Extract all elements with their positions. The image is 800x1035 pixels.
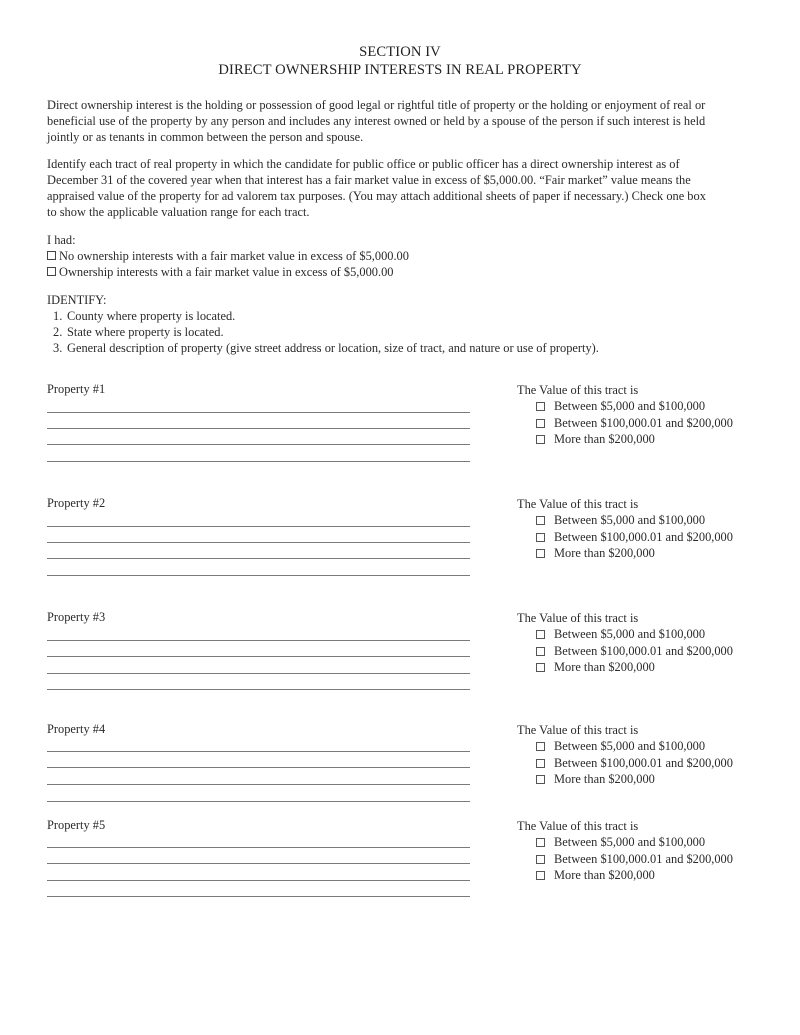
- checkbox-icon[interactable]: [536, 533, 545, 542]
- paragraph-line: appraised value of the property for ad valorem tax purposes. (You may attach additional sheets of paper if necessary.) Check one box: [47, 189, 706, 203]
- option-label: No ownership interests with a fair market value in excess of $5,000.00: [59, 249, 409, 263]
- value-option[interactable]: Between $100,000.01 and $200,000: [534, 529, 733, 546]
- checkbox-icon[interactable]: [536, 630, 545, 639]
- entry-line[interactable]: [47, 767, 470, 768]
- entry-line[interactable]: [47, 575, 470, 576]
- value-option[interactable]: Between $5,000 and $100,000: [534, 738, 733, 755]
- value-range-group: [517, 818, 733, 884]
- paragraph-line: Identify each tract of real property in which the candidate for public office or public officer has a direct ownership interest as of: [47, 157, 680, 171]
- value-range-group: [517, 722, 733, 788]
- checkbox-icon[interactable]: [536, 871, 545, 880]
- paragraph-line: Direct ownership interest is the holding or possession of good legal or rightful title of property or the holding or enjoyment of real or: [47, 98, 706, 112]
- value-title: The Value of this tract is: [517, 497, 639, 511]
- entry-line[interactable]: [47, 526, 470, 527]
- property-label: Property #4: [47, 722, 106, 736]
- entry-line[interactable]: [47, 689, 470, 690]
- entry-line[interactable]: [47, 801, 470, 802]
- value-option[interactable]: Between $100,000.01 and $200,000: [534, 851, 733, 868]
- value-title: The Value of this tract is: [517, 723, 639, 737]
- value-option[interactable]: Between $5,000 and $100,000: [534, 626, 733, 643]
- ownership-option[interactable]: [47, 264, 759, 280]
- checkbox-icon[interactable]: [47, 267, 56, 276]
- checkbox-icon[interactable]: [536, 759, 545, 768]
- i-had-section: [47, 232, 759, 280]
- checkbox-icon[interactable]: [536, 549, 545, 558]
- paragraph-line: jointly or as tenants in common between the person and spouse.: [47, 130, 364, 144]
- checkbox-icon[interactable]: [536, 855, 545, 864]
- value-option[interactable]: More than $200,000: [534, 659, 733, 676]
- value-title: The Value of this tract is: [517, 611, 639, 625]
- entry-line[interactable]: [47, 896, 470, 897]
- checkbox-icon[interactable]: [536, 663, 545, 672]
- value-option[interactable]: Between $5,000 and $100,000: [534, 834, 733, 851]
- entry-line[interactable]: [47, 412, 470, 413]
- value-range-group: [517, 496, 733, 562]
- checkbox-icon[interactable]: [536, 647, 545, 656]
- entry-line[interactable]: [47, 880, 470, 881]
- identify-label: IDENTIFY:: [47, 293, 107, 307]
- page-title: DIRECT OWNERSHIP INTERESTS IN REAL PROPERTY: [218, 62, 582, 78]
- value-option[interactable]: More than $200,000: [534, 867, 733, 884]
- checkbox-icon[interactable]: [536, 742, 545, 751]
- checkbox-icon[interactable]: [536, 402, 545, 411]
- paragraph-line: December 31 of the covered year when that interest has a fair market value in excess of $5,000.00. “Fair market” value means the: [47, 173, 691, 187]
- entry-line[interactable]: [47, 751, 470, 752]
- section-number: SECTION IV: [359, 44, 441, 60]
- entry-line[interactable]: [47, 847, 470, 848]
- list-item: 3. General description of property (give street address or location, size of tract, and nature or use of property).: [53, 341, 599, 355]
- checkbox-icon[interactable]: [536, 775, 545, 784]
- value-option[interactable]: Between $5,000 and $100,000: [534, 512, 733, 529]
- entry-line[interactable]: [47, 461, 470, 462]
- definition-paragraph: [47, 97, 759, 145]
- entry-line[interactable]: [47, 656, 470, 657]
- property-label: Property #2: [47, 496, 106, 510]
- identify-section: [47, 292, 759, 356]
- value-option[interactable]: Between $100,000.01 and $200,000: [534, 643, 733, 660]
- entry-line[interactable]: [47, 558, 470, 559]
- list-item: 2. State where property is located.: [53, 325, 224, 339]
- entry-line[interactable]: [47, 542, 470, 543]
- checkbox-icon[interactable]: [536, 516, 545, 525]
- checkbox-icon[interactable]: [536, 435, 545, 444]
- entry-line[interactable]: [47, 444, 470, 445]
- entry-line[interactable]: [47, 863, 470, 864]
- paragraph-line: to show the applicable valuation range for each tract.: [47, 205, 310, 219]
- property-label: Property #5: [47, 818, 106, 832]
- value-title: The Value of this tract is: [517, 819, 639, 833]
- entry-line[interactable]: [47, 640, 470, 641]
- property-label: Property #1: [47, 382, 106, 396]
- no-ownership-option[interactable]: [47, 248, 759, 264]
- value-option[interactable]: More than $200,000: [534, 431, 733, 448]
- value-range-group: [517, 610, 733, 676]
- entry-line[interactable]: [47, 673, 470, 674]
- identify-list: [47, 308, 759, 356]
- checkbox-icon[interactable]: [47, 251, 56, 260]
- instructions-paragraph: [47, 156, 759, 220]
- list-item: 1. County where property is located.: [53, 309, 236, 323]
- value-title: The Value of this tract is: [517, 383, 639, 397]
- checkbox-icon[interactable]: [536, 838, 545, 847]
- property-label: Property #3: [47, 610, 106, 624]
- paragraph-line: beneficial use of the property by any person and includes any interest owned or held by a spouse of the person if such interest is held: [47, 114, 706, 128]
- i-had-label: I had:: [47, 233, 76, 247]
- checkbox-icon[interactable]: [536, 419, 545, 428]
- value-range-group: [517, 382, 733, 448]
- entry-line[interactable]: [47, 784, 470, 785]
- value-option[interactable]: More than $200,000: [534, 545, 733, 562]
- option-label: Ownership interests with a fair market value in excess of $5,000.00: [59, 265, 394, 279]
- value-option[interactable]: More than $200,000: [534, 771, 733, 788]
- value-option[interactable]: Between $100,000.01 and $200,000: [534, 415, 733, 432]
- entry-line[interactable]: [47, 428, 470, 429]
- value-option[interactable]: Between $100,000.01 and $200,000: [534, 755, 733, 772]
- value-option[interactable]: Between $5,000 and $100,000: [534, 398, 733, 415]
